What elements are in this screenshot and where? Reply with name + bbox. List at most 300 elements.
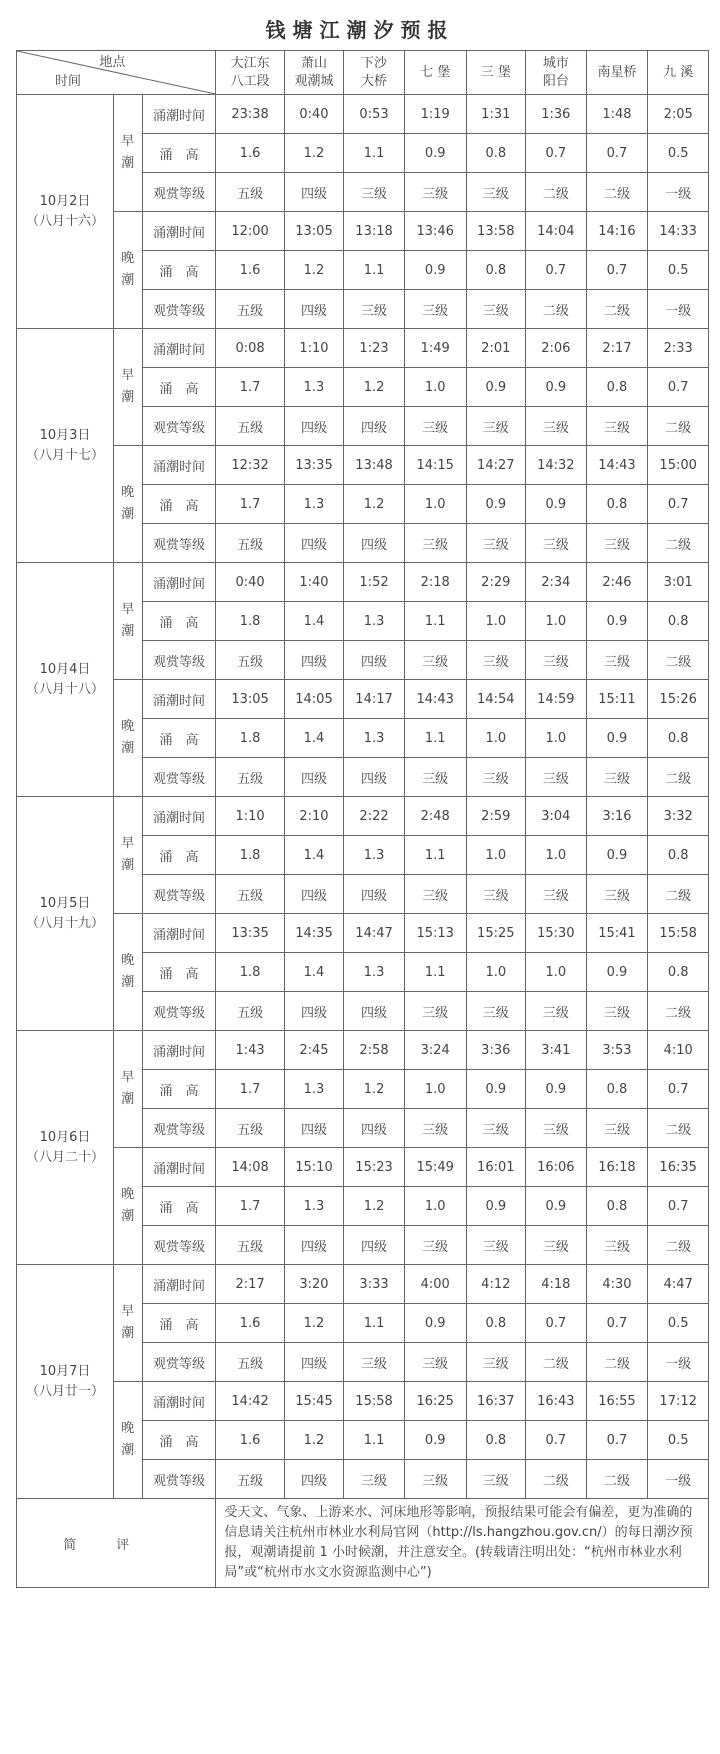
row-label: 涌 高 bbox=[142, 134, 216, 173]
value-cell: 三级 bbox=[526, 1226, 587, 1265]
value-cell: 四级 bbox=[344, 992, 405, 1031]
table-row bbox=[17, 797, 709, 836]
value-cell: 1:43 bbox=[216, 1031, 284, 1070]
value-cell: 16:18 bbox=[586, 1148, 648, 1187]
value-cell: 三级 bbox=[404, 1109, 466, 1148]
value-cell: 五级 bbox=[216, 290, 284, 329]
value-cell: 23:38 bbox=[216, 95, 284, 134]
row-label: 观赏等级 bbox=[142, 1109, 216, 1148]
value-cell: 0.5 bbox=[648, 1421, 709, 1460]
table-row bbox=[17, 1148, 709, 1187]
value-cell: 三级 bbox=[466, 875, 526, 914]
value-cell: 三级 bbox=[404, 1226, 466, 1265]
value-cell: 0.7 bbox=[648, 1187, 709, 1226]
value-cell: 1.0 bbox=[404, 368, 466, 407]
value-cell: 三级 bbox=[466, 758, 526, 797]
value-cell: 1.6 bbox=[216, 251, 284, 290]
value-cell: 0.7 bbox=[526, 251, 587, 290]
value-cell: 一级 bbox=[648, 1343, 709, 1382]
value-cell: 二级 bbox=[648, 992, 709, 1031]
value-cell: 4:10 bbox=[648, 1031, 709, 1070]
tide-period-cell bbox=[113, 1148, 142, 1265]
value-cell: 0.8 bbox=[586, 1070, 648, 1109]
tide-period-char: 潮 bbox=[121, 1326, 135, 1341]
value-cell: 四级 bbox=[344, 875, 405, 914]
value-cell: 3:32 bbox=[648, 797, 709, 836]
value-cell: 二级 bbox=[526, 1343, 587, 1382]
tide-period-char: 潮 bbox=[121, 507, 135, 522]
value-cell: 14:43 bbox=[404, 680, 466, 719]
value-cell: 1.4 bbox=[284, 836, 344, 875]
value-cell: 三级 bbox=[344, 290, 405, 329]
value-cell: 二级 bbox=[648, 524, 709, 563]
tide-period-char: 潮 bbox=[121, 390, 135, 405]
value-cell: 1.8 bbox=[216, 836, 284, 875]
table-row bbox=[17, 1382, 709, 1421]
value-cell: 1.1 bbox=[344, 1421, 405, 1460]
row-label: 涌潮时间 bbox=[142, 95, 216, 134]
row-label: 涌 高 bbox=[142, 368, 216, 407]
value-cell: 14:27 bbox=[466, 446, 526, 485]
value-cell: 0.9 bbox=[466, 368, 526, 407]
row-label: 涌 高 bbox=[142, 1421, 216, 1460]
value-cell: 4:30 bbox=[586, 1265, 648, 1304]
date-label: 10月3日 bbox=[39, 427, 91, 443]
value-cell: 1:52 bbox=[344, 563, 405, 602]
value-cell: 三级 bbox=[344, 1343, 405, 1382]
value-cell: 0.9 bbox=[586, 719, 648, 758]
tide-period-char: 晚 bbox=[121, 719, 135, 734]
value-cell: 1.3 bbox=[284, 368, 344, 407]
value-cell: 三级 bbox=[586, 1226, 648, 1265]
date-cell bbox=[17, 329, 114, 563]
value-cell: 四级 bbox=[344, 1226, 405, 1265]
value-cell: 三级 bbox=[586, 407, 648, 446]
value-cell: 0.9 bbox=[526, 1187, 587, 1226]
header-place-label: 地点 bbox=[99, 55, 126, 70]
table-row bbox=[17, 446, 709, 485]
value-cell: 3:04 bbox=[526, 797, 587, 836]
value-cell: 二级 bbox=[648, 641, 709, 680]
value-cell: 五级 bbox=[216, 875, 284, 914]
value-cell: 0:53 bbox=[344, 95, 405, 134]
location-header bbox=[648, 51, 709, 95]
row-label: 观赏等级 bbox=[142, 173, 216, 212]
location-name: 萧山 bbox=[300, 55, 327, 71]
value-cell: 15:58 bbox=[344, 1382, 405, 1421]
value-cell: 2:46 bbox=[586, 563, 648, 602]
table-row bbox=[17, 680, 709, 719]
value-cell: 0.7 bbox=[648, 485, 709, 524]
value-cell: 14:42 bbox=[216, 1382, 284, 1421]
row-label: 涌潮时间 bbox=[142, 212, 216, 251]
value-cell: 0.7 bbox=[648, 368, 709, 407]
value-cell: 1:10 bbox=[216, 797, 284, 836]
value-cell: 3:53 bbox=[586, 1031, 648, 1070]
location-name: 三 堡 bbox=[480, 64, 511, 80]
value-cell: 14:08 bbox=[216, 1148, 284, 1187]
row-label: 观赏等级 bbox=[142, 992, 216, 1031]
tide-period-char: 潮 bbox=[121, 741, 135, 756]
value-cell: 16:35 bbox=[648, 1148, 709, 1187]
value-cell: 二级 bbox=[526, 1460, 587, 1499]
value-cell: 2:34 bbox=[526, 563, 587, 602]
value-cell: 二级 bbox=[586, 1460, 648, 1499]
value-cell: 三级 bbox=[404, 290, 466, 329]
comment-label: 简评 bbox=[17, 1499, 216, 1588]
value-cell: 三级 bbox=[466, 1343, 526, 1382]
value-cell: 0.8 bbox=[466, 134, 526, 173]
value-cell: 0.5 bbox=[648, 134, 709, 173]
value-cell: 二级 bbox=[648, 407, 709, 446]
value-cell: 1.7 bbox=[216, 1187, 284, 1226]
value-cell: 1.1 bbox=[344, 1304, 405, 1343]
value-cell: 二级 bbox=[526, 290, 587, 329]
value-cell: 三级 bbox=[466, 173, 526, 212]
value-cell: 五级 bbox=[216, 1343, 284, 1382]
row-label: 观赏等级 bbox=[142, 758, 216, 797]
value-cell: 一级 bbox=[648, 173, 709, 212]
location-name: 大桥 bbox=[361, 73, 388, 89]
value-cell: 2:58 bbox=[344, 1031, 405, 1070]
tide-forecast-table bbox=[16, 50, 709, 1588]
value-cell: 14:32 bbox=[526, 446, 587, 485]
value-cell: 四级 bbox=[284, 992, 344, 1031]
value-cell: 15:25 bbox=[466, 914, 526, 953]
value-cell: 1.2 bbox=[284, 251, 344, 290]
value-cell: 14:05 bbox=[284, 680, 344, 719]
value-cell: 五级 bbox=[216, 524, 284, 563]
value-cell: 1.2 bbox=[344, 485, 405, 524]
location-name: 阳台 bbox=[542, 73, 569, 89]
row-label: 涌潮时间 bbox=[142, 563, 216, 602]
value-cell: 0.7 bbox=[648, 1070, 709, 1109]
value-cell: 13:48 bbox=[344, 446, 405, 485]
value-cell: 17:12 bbox=[648, 1382, 709, 1421]
value-cell: 16:25 bbox=[404, 1382, 466, 1421]
value-cell: 1:40 bbox=[284, 563, 344, 602]
location-header bbox=[216, 51, 284, 95]
header-corner bbox=[17, 51, 216, 95]
tide-period-char: 晚 bbox=[121, 1421, 135, 1436]
table-row bbox=[17, 95, 709, 134]
value-cell: 15:45 bbox=[284, 1382, 344, 1421]
value-cell: 16:37 bbox=[466, 1382, 526, 1421]
value-cell: 4:12 bbox=[466, 1265, 526, 1304]
value-cell: 1:23 bbox=[344, 329, 405, 368]
value-cell: 14:33 bbox=[648, 212, 709, 251]
value-cell: 15:41 bbox=[586, 914, 648, 953]
tide-period-char: 早 bbox=[121, 1070, 135, 1085]
row-label: 涌潮时间 bbox=[142, 329, 216, 368]
table-row bbox=[17, 1265, 709, 1304]
value-cell: 0.5 bbox=[648, 251, 709, 290]
location-header bbox=[526, 51, 587, 95]
value-cell: 0.9 bbox=[466, 1187, 526, 1226]
row-label: 涌 高 bbox=[142, 1304, 216, 1343]
value-cell: 三级 bbox=[344, 1460, 405, 1499]
value-cell: 三级 bbox=[404, 875, 466, 914]
tide-period-char: 早 bbox=[121, 836, 135, 851]
value-cell: 三级 bbox=[526, 758, 587, 797]
value-cell: 四级 bbox=[344, 524, 405, 563]
row-label: 涌 高 bbox=[142, 602, 216, 641]
value-cell: 2:10 bbox=[284, 797, 344, 836]
lunar-date-label: （八月廿一） bbox=[25, 1383, 104, 1399]
value-cell: 15:11 bbox=[586, 680, 648, 719]
comment-row bbox=[17, 1499, 709, 1588]
value-cell: 12:00 bbox=[216, 212, 284, 251]
value-cell: 三级 bbox=[404, 758, 466, 797]
value-cell: 1.2 bbox=[284, 1304, 344, 1343]
value-cell: 0:40 bbox=[284, 95, 344, 134]
value-cell: 2:17 bbox=[216, 1265, 284, 1304]
value-cell: 1:49 bbox=[404, 329, 466, 368]
location-name: 城市 bbox=[542, 55, 569, 71]
value-cell: 0.8 bbox=[586, 1187, 648, 1226]
value-cell: 三级 bbox=[586, 1109, 648, 1148]
value-cell: 15:10 bbox=[284, 1148, 344, 1187]
value-cell: 0:40 bbox=[216, 563, 284, 602]
value-cell: 0.7 bbox=[586, 251, 648, 290]
tide-period-char: 潮 bbox=[121, 624, 135, 639]
value-cell: 三级 bbox=[586, 875, 648, 914]
value-cell: 1.0 bbox=[466, 836, 526, 875]
tide-period-cell bbox=[113, 914, 142, 1031]
value-cell: 0.9 bbox=[526, 1070, 587, 1109]
lunar-date-label: （八月十七） bbox=[25, 447, 104, 463]
value-cell: 四级 bbox=[284, 1343, 344, 1382]
value-cell: 15:23 bbox=[344, 1148, 405, 1187]
value-cell: 二级 bbox=[648, 1226, 709, 1265]
value-cell: 1.7 bbox=[216, 1070, 284, 1109]
value-cell: 15:13 bbox=[404, 914, 466, 953]
value-cell: 1.8 bbox=[216, 953, 284, 992]
value-cell: 0.9 bbox=[466, 1070, 526, 1109]
value-cell: 3:16 bbox=[586, 797, 648, 836]
row-label: 涌潮时间 bbox=[142, 797, 216, 836]
date-cell bbox=[17, 1031, 114, 1265]
tide-period-char: 潮 bbox=[121, 1443, 135, 1458]
header-row bbox=[17, 51, 709, 95]
value-cell: 1.4 bbox=[284, 953, 344, 992]
value-cell: 三级 bbox=[404, 992, 466, 1031]
value-cell: 四级 bbox=[344, 407, 405, 446]
value-cell: 三级 bbox=[466, 992, 526, 1031]
value-cell: 0.9 bbox=[466, 485, 526, 524]
value-cell: 14:17 bbox=[344, 680, 405, 719]
table-row bbox=[17, 563, 709, 602]
value-cell: 1.2 bbox=[344, 368, 405, 407]
value-cell: 0.8 bbox=[586, 368, 648, 407]
tide-period-char: 潮 bbox=[121, 1209, 135, 1224]
value-cell: 四级 bbox=[344, 758, 405, 797]
value-cell: 1.0 bbox=[466, 953, 526, 992]
date-label: 10月6日 bbox=[39, 1129, 91, 1145]
tide-period-cell bbox=[113, 212, 142, 329]
value-cell: 14:04 bbox=[526, 212, 587, 251]
date-label: 10月2日 bbox=[39, 193, 91, 209]
date-label: 10月5日 bbox=[39, 895, 91, 911]
value-cell: 13:35 bbox=[216, 914, 284, 953]
value-cell: 1.2 bbox=[284, 1421, 344, 1460]
value-cell: 0.7 bbox=[586, 1304, 648, 1343]
lunar-date-label: （八月十八） bbox=[25, 681, 104, 697]
table-row bbox=[17, 1031, 709, 1070]
value-cell: 14:47 bbox=[344, 914, 405, 953]
tide-period-char: 潮 bbox=[121, 156, 135, 171]
value-cell: 1.6 bbox=[216, 1304, 284, 1343]
value-cell: 三级 bbox=[526, 641, 587, 680]
value-cell: 二级 bbox=[526, 173, 587, 212]
value-cell: 二级 bbox=[648, 875, 709, 914]
value-cell: 0.8 bbox=[648, 836, 709, 875]
value-cell: 三级 bbox=[466, 641, 526, 680]
value-cell: 0.8 bbox=[586, 485, 648, 524]
value-cell: 0.7 bbox=[526, 1304, 587, 1343]
row-label: 观赏等级 bbox=[142, 524, 216, 563]
value-cell: 三级 bbox=[404, 407, 466, 446]
value-cell: 三级 bbox=[466, 524, 526, 563]
value-cell: 13:35 bbox=[284, 446, 344, 485]
value-cell: 2:06 bbox=[526, 329, 587, 368]
row-label: 观赏等级 bbox=[142, 407, 216, 446]
value-cell: 四级 bbox=[344, 641, 405, 680]
row-label: 观赏等级 bbox=[142, 875, 216, 914]
value-cell: 0.8 bbox=[466, 1304, 526, 1343]
value-cell: 0.8 bbox=[648, 602, 709, 641]
value-cell: 15:00 bbox=[648, 446, 709, 485]
tide-period-char: 潮 bbox=[121, 1092, 135, 1107]
value-cell: 三级 bbox=[526, 407, 587, 446]
value-cell: 四级 bbox=[284, 1226, 344, 1265]
lunar-date-label: （八月二十） bbox=[25, 1149, 104, 1165]
value-cell: 三级 bbox=[586, 758, 648, 797]
date-label: 10月7日 bbox=[39, 1363, 91, 1379]
lunar-date-label: （八月十六） bbox=[25, 213, 104, 229]
value-cell: 四级 bbox=[284, 407, 344, 446]
value-cell: 1:31 bbox=[466, 95, 526, 134]
value-cell: 0.9 bbox=[586, 602, 648, 641]
value-cell: 14:43 bbox=[586, 446, 648, 485]
value-cell: 1.0 bbox=[404, 485, 466, 524]
value-cell: 1.1 bbox=[404, 602, 466, 641]
value-cell: 三级 bbox=[404, 641, 466, 680]
row-label: 涌潮时间 bbox=[142, 1031, 216, 1070]
value-cell: 四级 bbox=[284, 173, 344, 212]
value-cell: 0.8 bbox=[466, 251, 526, 290]
value-cell: 五级 bbox=[216, 992, 284, 1031]
value-cell: 12:32 bbox=[216, 446, 284, 485]
row-label: 涌 高 bbox=[142, 1070, 216, 1109]
value-cell: 13:05 bbox=[216, 680, 284, 719]
value-cell: 三级 bbox=[526, 1109, 587, 1148]
value-cell: 2:05 bbox=[648, 95, 709, 134]
row-label: 涌 高 bbox=[142, 719, 216, 758]
value-cell: 1.0 bbox=[466, 719, 526, 758]
value-cell: 三级 bbox=[586, 641, 648, 680]
row-label: 观赏等级 bbox=[142, 1460, 216, 1499]
value-cell: 1.3 bbox=[284, 1187, 344, 1226]
value-cell: 14:16 bbox=[586, 212, 648, 251]
value-cell: 0.9 bbox=[404, 1304, 466, 1343]
value-cell: 三级 bbox=[586, 992, 648, 1031]
value-cell: 三级 bbox=[404, 1343, 466, 1382]
comment-text: 受天文、气象、上游来水、河床地形等影响，预报结果可能会有偏差，更为准确的信息请关注杭州市林业水利局官网（http://ls.hangzhou.gov.cn/）的每日潮汐预报，观潮请提前 1 小时候潮，并注意安全。(转载请注明出处：“杭州市林业水利局”或“杭州市水文水资源监测中心”) bbox=[216, 1499, 709, 1588]
value-cell: 二级 bbox=[586, 290, 648, 329]
tide-period-cell bbox=[113, 329, 142, 446]
location-header bbox=[586, 51, 648, 95]
value-cell: 0.9 bbox=[526, 485, 587, 524]
row-label: 涌潮时间 bbox=[142, 1265, 216, 1304]
value-cell: 1.8 bbox=[216, 602, 284, 641]
value-cell: 15:58 bbox=[648, 914, 709, 953]
tide-period-cell bbox=[113, 95, 142, 212]
value-cell: 1.1 bbox=[404, 836, 466, 875]
value-cell: 14:54 bbox=[466, 680, 526, 719]
value-cell: 2:33 bbox=[648, 329, 709, 368]
value-cell: 0.9 bbox=[404, 251, 466, 290]
tide-period-char: 晚 bbox=[121, 953, 135, 968]
value-cell: 1.7 bbox=[216, 368, 284, 407]
value-cell: 三级 bbox=[466, 1460, 526, 1499]
value-cell: 四级 bbox=[284, 1109, 344, 1148]
location-header bbox=[466, 51, 526, 95]
row-label: 涌 高 bbox=[142, 485, 216, 524]
value-cell: 三级 bbox=[526, 992, 587, 1031]
value-cell: 0.7 bbox=[586, 134, 648, 173]
value-cell: 五级 bbox=[216, 641, 284, 680]
value-cell: 1.1 bbox=[404, 719, 466, 758]
value-cell: 二级 bbox=[586, 173, 648, 212]
table-row bbox=[17, 914, 709, 953]
row-label: 观赏等级 bbox=[142, 290, 216, 329]
value-cell: 0:08 bbox=[216, 329, 284, 368]
value-cell: 4:00 bbox=[404, 1265, 466, 1304]
tide-period-char: 早 bbox=[121, 602, 135, 617]
value-cell: 四级 bbox=[284, 641, 344, 680]
row-label: 涌潮时间 bbox=[142, 914, 216, 953]
value-cell: 1.7 bbox=[216, 485, 284, 524]
date-cell bbox=[17, 563, 114, 797]
value-cell: 2:17 bbox=[586, 329, 648, 368]
value-cell: 四级 bbox=[284, 524, 344, 563]
value-cell: 三级 bbox=[466, 290, 526, 329]
date-label: 10月4日 bbox=[39, 661, 91, 677]
tide-period-cell bbox=[113, 797, 142, 914]
value-cell: 16:01 bbox=[466, 1148, 526, 1187]
row-label: 涌潮时间 bbox=[142, 1148, 216, 1187]
tide-period-cell bbox=[113, 563, 142, 680]
tide-period-char: 潮 bbox=[121, 858, 135, 873]
value-cell: 1.3 bbox=[284, 1070, 344, 1109]
value-cell: 0.7 bbox=[586, 1421, 648, 1460]
value-cell: 三级 bbox=[466, 407, 526, 446]
row-label: 观赏等级 bbox=[142, 641, 216, 680]
header-time-label: 时间 bbox=[55, 74, 82, 89]
value-cell: 2:01 bbox=[466, 329, 526, 368]
value-cell: 1.1 bbox=[344, 134, 405, 173]
tide-period-char: 潮 bbox=[121, 273, 135, 288]
location-name: 下沙 bbox=[361, 55, 388, 71]
value-cell: 五级 bbox=[216, 1109, 284, 1148]
value-cell: 0.9 bbox=[404, 1421, 466, 1460]
value-cell: 3:33 bbox=[344, 1265, 405, 1304]
value-cell: 15:30 bbox=[526, 914, 587, 953]
value-cell: 1.0 bbox=[404, 1187, 466, 1226]
value-cell: 16:55 bbox=[586, 1382, 648, 1421]
tide-period-cell bbox=[113, 680, 142, 797]
